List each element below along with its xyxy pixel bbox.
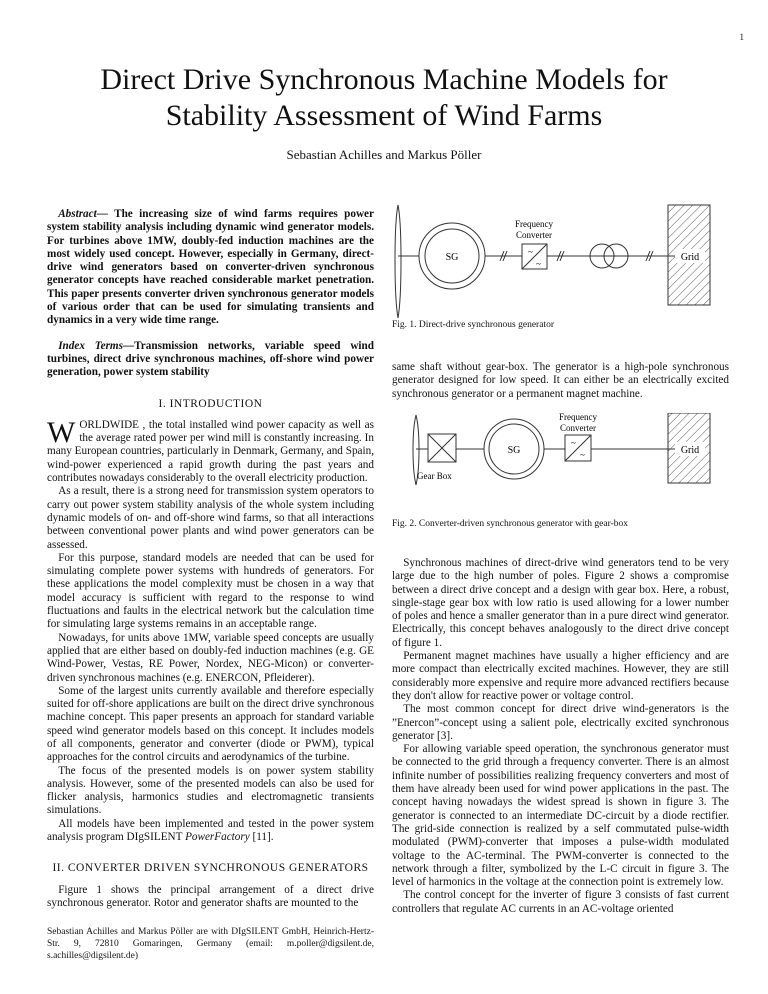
converter-tilde-4: ~ (580, 450, 585, 460)
converter-label-4: Converter (560, 423, 596, 433)
figure-2 (392, 413, 729, 533)
index-terms-label: Index Terms— (58, 339, 135, 352)
intro-paragraph-2: As a result, there is a strong need for transmission system operators to carry out power system stability analysis of the whole system including dynamic models of on- and off-shore wind farms, so that all interactions between conventional power plants and wind power generators can be assessed. (47, 485, 374, 551)
title-line-1: Direct Drive Synchronous Machine Models for (100, 63, 668, 96)
figure-1-caption: Fig. 1. Direct-drive synchronous generator (392, 320, 554, 330)
index-terms-text: Transmission networks, variable speed wind turbines, direct drive synchronous machines, off-shore wind power generation, power system stability (47, 339, 374, 379)
intro-paragraph-1 (47, 415, 374, 485)
converter-label-2: Converter (516, 230, 552, 240)
intro-paragraph-7 (47, 818, 374, 845)
authors: Sebastian Achilles and Markus Pöller (286, 147, 482, 162)
left-column (47, 208, 374, 962)
figure-1-diagram (392, 200, 729, 330)
page-number: 1 (739, 32, 744, 42)
intro-paragraph-6: The focus of the presented models is on power system stability analysis. However, some of the presented models can also be used for flicker analysis, harmonics studies and electromagnetic transients simulations. (47, 764, 374, 817)
right-paragraph-5: For allowing variable speed operation, the synchronous generator must be connected to the grid through a frequency converter. There is an almost infinite number of possibilities realizing frequency converters and most of them have already been used for wind power applications in the past. The concept having nowadays the widest spread is shown in figure 3. The generator is connected to an intermediate DC-circuit by a diode rectifier. The grid-side connection is realized by a self commutated pulse-width modulated (PWM)-converter that imposes a pulse-width modulated voltage to the AC-terminal. The PWM-converter is connected to the network through a filter, symbolized by the L-C circuit in figure 3. The level of harmonics in the voltage at the connection point is extremely low. (392, 743, 729, 889)
abstract (47, 208, 374, 328)
figure-2-caption: Fig. 2. Converter-driven synchronous generator with gear-box (392, 519, 629, 529)
grid-label-2: Grid (680, 445, 700, 456)
intro-paragraph-7-a: All models have been implemented and tested in the power system analysis program DIgSILENT (47, 817, 374, 844)
sg-label: SG (445, 252, 459, 263)
converter-label-1: Frequency (515, 219, 553, 229)
section-2-paragraph-1: Figure 1 shows the principal arrangement of a direct drive synchronous generator. Rotor and generator shafts are mounted to the (47, 883, 374, 909)
author-affiliation: Sebastian Achilles and Markus Pöller are with DIgSILENT GmbH, Heinrich-Hertz-Str. 9, 72810 Gomaringen, Germany (email: m.poller@digsilent.de, s.achilles@digsilent.de) (47, 927, 374, 962)
rotor-blade (395, 205, 401, 318)
converter-tilde-1: ~ (528, 247, 533, 257)
title-line-2: Stability Assessment of Wind Farms (165, 99, 603, 132)
drop-cap: W (47, 415, 76, 449)
abstract-label: Abstract— (58, 208, 108, 220)
index-terms (47, 340, 374, 380)
converter-label-3: Frequency (559, 413, 597, 422)
grid-label: Grid (680, 252, 700, 263)
figure-1 (392, 200, 729, 330)
converter-tilde-3: ~ (571, 438, 576, 448)
intro-paragraph-4: Nowadays, for units above 1MW, variable speed concepts are usually applied that are either based on doubly-fed induction machines (e.g. GE Wind-Power, Vestas, RE Power, Nordex, NEG-Micon) or converter-driven synchronous machines (e.g. ENERCON, Pfleiderer). (47, 631, 374, 684)
sg-label-2: SG (507, 445, 521, 456)
right-paragraph-6: The control concept for the inverter of figure 3 consists of fast current controllers that regulate AC currents in an AC-voltage oriented (392, 889, 729, 915)
software-name: PowerFactory (185, 831, 250, 844)
right-paragraph-3: Permanent magnet machines have usually a higher efficiency and are more compact than electrically excited machines. However, they are still considerably more expensive and require more advanced rectifiers because they don't allow for reactive power or voltage control. (392, 650, 729, 702)
intro-paragraph-1-text: ORLDWIDE , the total installed wind power capacity as well as the average rated power per wind mill is constantly increasing. In many European countries, particularly in Denmark, Germany, and Spain, wind-power experienced a rapid growth during the past years and contributes nowadays considerably to the overall electricity production. (47, 418, 374, 485)
right-paragraph-2: Synchronous machines of direct-drive wind generators tend to be very large due to the high number of poles. Figure 2 shows a compromise between a direct drive concept and a design with gear box. Here, a robust, single-stage gear box with low ratio is used allowing for a lower number of poles and hence a smaller generator than in a pure direct wind generator. Electrically, this concept behaves analogously to the direct drive concept of figure 1. (392, 557, 729, 649)
intro-paragraph-3: For this purpose, standard models are needed that can be used for simulating complete power systems with hundreds of generators. For these applications the model complexity must be chosen in a way that model accuracy is sufficient with regard to the response to wind fluctuations and faults in the electrical network but the calculation time for simulating large systems remains in an acceptable range. (47, 551, 374, 631)
converter-tilde-2: ~ (536, 259, 541, 269)
abstract-text: The increasing size of wind farms requires power system stability analysis including dynamic wind generator models. For turbines above 1MW, doubly-fed induction machines are the most widely used concept. However, especially in Germany, direct-drive wind generators based on converter-driven synchronous generator concepts have reached considerable market penetration. This paper presents converter driven synchronous generator models of various order that can be used for simulating transients and dynamics in a very wide time range. (47, 208, 374, 327)
section-2-heading: II. CONVERTER DRIVEN SYNCHRONOUS GENERATORS (52, 862, 369, 875)
figure-2-diagram (392, 413, 729, 513)
right-paragraph-4: The most common concept for direct drive wind-generators is the ”Enercon”-concept using a salient pole, electrically excited synchronous generator [3]. (392, 703, 729, 742)
section-1-heading: I. INTRODUCTION (158, 397, 263, 410)
paper-title (40, 62, 728, 134)
right-paragraph-1: same shaft without gear-box. The generator is a high-pole synchronous generator designed for low speed. It can either be an electrically excited synchronous generator or a permanent magnet machine. (392, 361, 729, 400)
gearbox-label: Gear Box (417, 471, 452, 481)
intro-paragraph-5: Some of the largest units currently available and therefore especially suited for off-shore applications are built on the direct drive synchronous machine concept. This paper presents an approach for standard variable speed wind generator models based on this concept. It includes models of all components, generator and converter (diode or PWM), typical approaches for the control circuits and aerodynamics of the turbine. (47, 684, 374, 764)
right-column-bottom (392, 557, 729, 916)
intro-paragraph-7-b: [11]. (249, 831, 274, 844)
right-column-top (392, 361, 729, 401)
